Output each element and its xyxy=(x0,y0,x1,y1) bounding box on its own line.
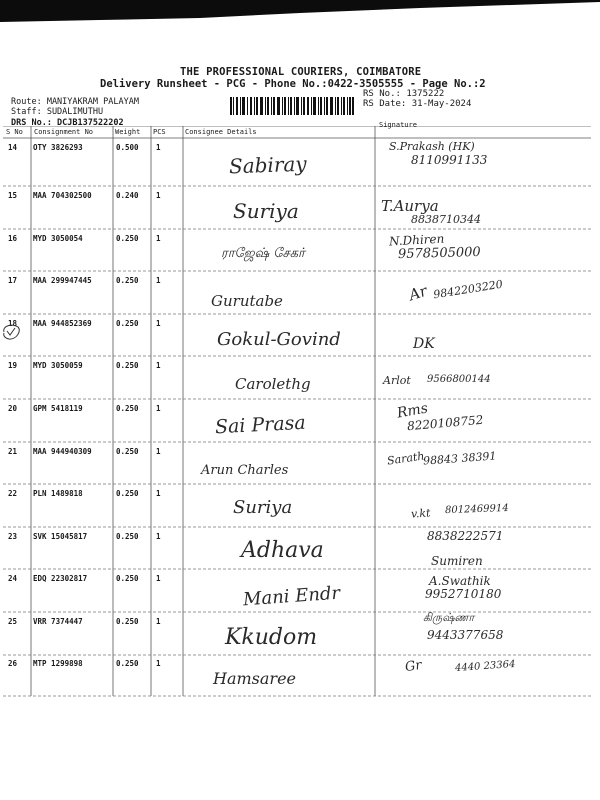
receiver-phone-handwriting: 9578505000 xyxy=(397,244,481,263)
row-pcs: 1 xyxy=(156,617,161,626)
row-consignment-no: GPM 5418119 xyxy=(33,404,83,413)
signature-handwriting: Arlot xyxy=(383,374,411,387)
circle-tick-mark-icon xyxy=(0,322,22,346)
header-consignee-details: Consignee Details xyxy=(185,128,257,136)
signature-handwriting: DK xyxy=(413,336,435,352)
row-consignment-no: MYD 3050059 xyxy=(33,361,83,370)
receiver-phone-handwriting: 9842203220 xyxy=(432,277,504,302)
signature-handwriting: N.Dhiren xyxy=(388,231,445,249)
row-pcs: 1 xyxy=(156,319,161,328)
row-sno: 18 xyxy=(8,319,18,328)
header-weight: Weight xyxy=(115,128,141,136)
receiver-phone-handwriting: 8838710344 xyxy=(411,213,481,226)
consignee-name-handwriting: Sai Prasa xyxy=(214,411,307,439)
row-sno: 14 xyxy=(8,143,18,152)
company-title: THE PROFESSIONAL COURIERS, COIMBATORE xyxy=(180,66,422,78)
row-sno: 19 xyxy=(8,361,18,370)
signature-handwriting: Gr xyxy=(404,657,423,676)
receiver-phone-handwriting: 9952710180 xyxy=(425,587,502,601)
row-consignment-no: SVK 15045817 xyxy=(33,532,88,541)
row-weight: 0.250 xyxy=(116,361,139,370)
consignee-name-handwriting: Sabiray xyxy=(228,151,308,179)
consignee-name-handwriting: Suriya xyxy=(233,497,293,518)
row-consignment-no: MTP 1299898 xyxy=(33,659,83,668)
rs-number: RS No.: 1375222 xyxy=(363,89,445,99)
row-weight: 0.250 xyxy=(116,532,139,541)
row-sno: 17 xyxy=(8,276,18,285)
receiver-phone-handwriting: 9443377658 xyxy=(427,628,504,642)
row-consignment-no: VRR 7374447 xyxy=(33,617,83,626)
header-sno: S No xyxy=(6,128,23,136)
row-sno: 23 xyxy=(8,532,18,541)
row-pcs: 1 xyxy=(156,143,161,152)
row-consignment-no: MAA 944852369 xyxy=(33,319,92,328)
rs-date: RS Date: 31-May-2024 xyxy=(363,99,472,109)
row-consignment-no: MAA 944940309 xyxy=(33,447,92,456)
consignee-name-handwriting: Mani Endr xyxy=(242,582,341,611)
row-sno: 22 xyxy=(8,489,18,498)
header-signature: Signature xyxy=(379,121,417,129)
signature-handwriting: v.kt xyxy=(410,506,431,521)
receiver-phone-handwriting: 8838222571 xyxy=(427,529,504,543)
consignee-name-handwriting: Suriya xyxy=(233,199,299,223)
consignee-name-handwriting: Arun Charles xyxy=(201,463,289,478)
row-pcs: 1 xyxy=(156,191,161,200)
row-consignment-no: OTY 3826293 xyxy=(33,143,83,152)
consignee-name-handwriting: Gokul-Govind xyxy=(217,329,341,350)
row-sno: 24 xyxy=(8,574,18,583)
signature-handwriting: Rms xyxy=(395,400,430,422)
row-pcs: 1 xyxy=(156,489,161,498)
receiver-phone-handwriting: 8012469914 xyxy=(444,502,509,517)
row-pcs: 1 xyxy=(156,532,161,541)
receiver-phone-handwriting: 8110991133 xyxy=(411,153,488,167)
consignee-name-handwriting: Carolethg xyxy=(235,375,311,393)
row-sno: 26 xyxy=(8,659,18,668)
row-pcs: 1 xyxy=(156,234,161,243)
consignee-name-handwriting: Hamsaree xyxy=(213,669,296,688)
row-pcs: 1 xyxy=(156,574,161,583)
receiver-phone-handwriting: 98843 38391 xyxy=(422,449,497,468)
route-label: Route: MANIYAKRAM PALAYAM xyxy=(11,97,139,107)
signature-handwriting: Sarath xyxy=(386,449,426,468)
row-pcs: 1 xyxy=(156,404,161,413)
signature-handwriting: T.Aurya xyxy=(381,197,439,215)
receiver-phone-handwriting: 8220108752 xyxy=(406,412,484,434)
row-weight: 0.500 xyxy=(116,143,139,152)
drs-number: DRS No.: DCJB137522202 xyxy=(11,118,124,128)
signature-handwriting: A.Swathik xyxy=(429,574,491,588)
row-weight: 0.250 xyxy=(116,234,139,243)
consignee-name-handwriting: ராஜேஷ் சேகர் xyxy=(221,246,305,261)
row-weight: 0.250 xyxy=(116,276,139,285)
signature-handwriting: கிருஷ்ணா xyxy=(423,611,475,624)
row-consignment-no: MAA 704302500 xyxy=(33,191,92,200)
receiver-phone-handwriting: 4440 23364 xyxy=(454,658,516,675)
row-sno: 15 xyxy=(8,191,18,200)
row-weight: 0.250 xyxy=(116,617,139,626)
row-weight: 0.250 xyxy=(116,659,139,668)
row-weight: 0.250 xyxy=(116,489,139,498)
signature-handwriting: Ar xyxy=(406,281,430,305)
row-pcs: 1 xyxy=(156,276,161,285)
consignee-name-handwriting: Kkudom xyxy=(225,625,318,650)
row-consignment-no: EDQ 22302817 xyxy=(33,574,88,583)
row-weight: 0.250 xyxy=(116,447,139,456)
row-consignment-no: MYD 3050054 xyxy=(33,234,83,243)
row-weight: 0.240 xyxy=(116,191,139,200)
row-sno: 16 xyxy=(8,234,18,243)
row-consignment-no: PLN 1489818 xyxy=(33,489,83,498)
staff-label: Staff: SUDALIMUTHU xyxy=(11,107,104,117)
barcode-icon xyxy=(230,97,354,115)
row-sno: 21 xyxy=(8,447,18,456)
row-pcs: 1 xyxy=(156,659,161,668)
consignee-name-handwriting: Gurutabe xyxy=(211,292,283,310)
row-weight: 0.250 xyxy=(116,319,139,328)
signature-handwriting: S.Prakash (HK) xyxy=(389,140,475,153)
row-pcs: 1 xyxy=(156,361,161,370)
row-sno: 25 xyxy=(8,617,18,626)
signature-handwriting: Sumiren xyxy=(431,554,483,568)
runsheet-subtitle: Delivery Runsheet - PCG - Phone No.:0422-3505555 - Page No.:2 xyxy=(100,78,486,90)
header-consignment: Consignment No xyxy=(34,128,94,136)
row-sno: 20 xyxy=(8,404,18,413)
row-weight: 0.250 xyxy=(116,404,139,413)
row-pcs: 1 xyxy=(156,447,161,456)
scan-dark-edge xyxy=(0,0,600,40)
receiver-phone-handwriting: 9566800144 xyxy=(427,374,491,385)
consignee-name-handwriting: Adhava xyxy=(241,538,324,563)
row-weight: 0.250 xyxy=(116,574,139,583)
header-pcs: PCS xyxy=(153,128,166,136)
row-consignment-no: MAA 299947445 xyxy=(33,276,92,285)
